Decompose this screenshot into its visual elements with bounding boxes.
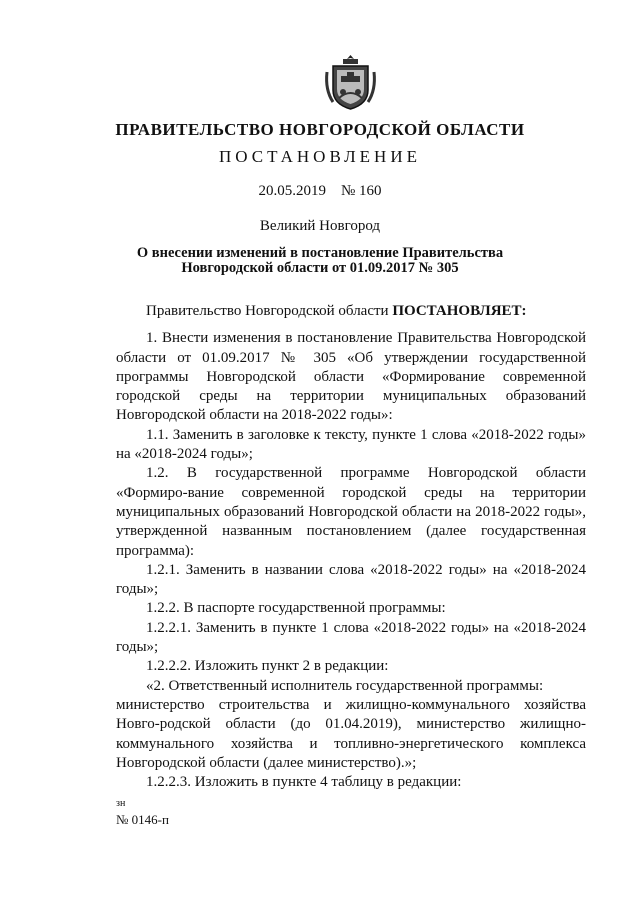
document-subject bbox=[0, 246, 640, 276]
intro-paragraph bbox=[116, 302, 586, 321]
intro-resolves: ПОСТАНОВЛЯЕТ: bbox=[392, 303, 527, 319]
paragraph-1-2-2-3: 1.2.2.3. Изложить в пункте 4 таблицу в редакции: bbox=[146, 774, 462, 791]
paragraph-1-2-2-1: 1.2.2.1. Заменить в пункте 1 слова «2018-2022 годы» на «2018-2024 годы»; bbox=[116, 619, 586, 656]
document-date: 20.05.2019 bbox=[258, 183, 326, 199]
paragraph-1: 1. Внести изменения в постановление Правительства Новгородской области от 01.09.2017 № 305 «Об утверждении государственной программы Новгородской области «Формирование современной городской среды на территории муниципальных образований Новгородской области на 2018-2022 годы»: bbox=[116, 330, 586, 424]
document-body bbox=[116, 302, 586, 792]
paragraph-1-2: 1.2. В государственной программе Новгородской области «Формиро-вание современной городской среды на территории муниципальных образований Новгородской области на 2018-2022 годы», утвержденной названным постановлением (далее государственная программа): bbox=[116, 465, 586, 559]
paragraph-1-2-2-2: 1.2.2.2. Изложить пункт 2 в редакции: bbox=[146, 658, 389, 675]
intro-text: Правительство Новгородской области bbox=[146, 303, 393, 319]
footer bbox=[116, 796, 169, 828]
paragraph-1-1: 1.1. Заменить в заголовке к тексту, пункте 1 слова «2018-2022 годы» на «2018-2024 годы»; bbox=[116, 426, 586, 463]
date-number-line bbox=[0, 183, 640, 200]
city: Великий Новгород bbox=[259, 218, 381, 234]
document-number: № 160 bbox=[340, 183, 382, 199]
government-title: ПРАВИТЕЛЬСТВО НОВГОРОДСКОЙ ОБЛАСТИ bbox=[115, 120, 525, 139]
ministry-text: министерство строительства и жилищно-коммунального хозяйства Новго-родской области (до 01.04.2019), министерство жилищно-коммунального хозяйства и топливно-энергетического комплекса Новгородской области (далее министерство).»; bbox=[116, 696, 586, 771]
footer-code: зн bbox=[116, 798, 126, 809]
paragraph-1-2-2: 1.2.2. В паспорте государственной программы: bbox=[146, 600, 446, 617]
paragraph-1-2-1: 1.2.1. Заменить в названии слова «2018-2022 годы» на «2018-2024 годы»; bbox=[116, 561, 586, 598]
coat-of-arms-icon bbox=[323, 52, 378, 112]
subject-line-1: О внесении изменений в постановление Правительства bbox=[136, 245, 504, 261]
footer-number: № 0146-п bbox=[116, 812, 169, 827]
subject-line-2: Новгородской области от 01.09.2017 № 305 bbox=[181, 260, 459, 276]
document-type: ПОСТАНОВЛЕНИЕ bbox=[218, 147, 421, 166]
quoted-item-2: «2. Ответственный исполнитель государственной программы: bbox=[146, 677, 544, 694]
